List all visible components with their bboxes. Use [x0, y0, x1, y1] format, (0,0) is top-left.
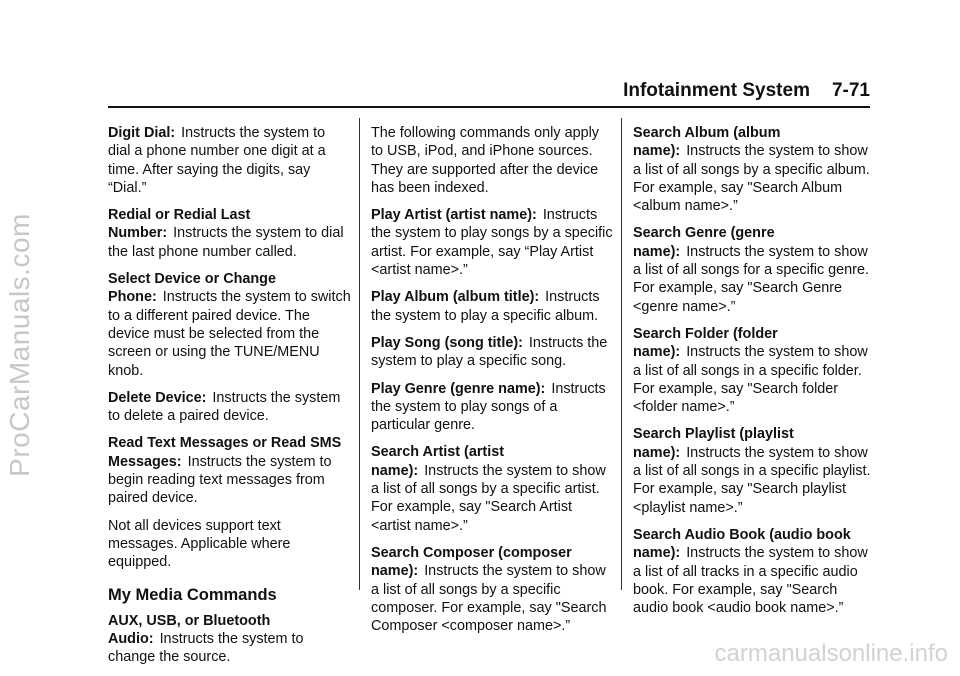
watermark-footer: carmanualsonline.info [714, 640, 948, 667]
command-description: Instructs the system to play a specific album. [371, 289, 600, 324]
command-term: Search Composer (composer name): [371, 544, 572, 580]
command-entry [633, 526, 876, 617]
command-entry [108, 612, 351, 667]
section-heading: My Media Commands [108, 585, 277, 604]
command-entry [108, 270, 351, 380]
column-divider [359, 118, 360, 590]
command-term: Play Album (album title): [371, 289, 540, 306]
command-description: Instructs the system to play songs of a particular genre. [371, 380, 606, 434]
command-description: Instructs the system to dial the last phone number called. [108, 225, 344, 260]
command-term: Read Text Messages or Read SMS Messages: [108, 435, 342, 470]
command-description: Instructs the system to dial a phone number one digit at a time. After saying the digits, say “Dial.” [108, 125, 326, 196]
header-title [623, 80, 870, 102]
command-term: Delete Device: [108, 389, 207, 406]
command-entry [633, 425, 876, 516]
command-description: Instructs the system to show a list of all songs for a specific genre. For example, say "Search Genre <genre name>.” [633, 243, 869, 315]
command-description: Instructs the system to delete a paired device. [108, 389, 341, 425]
section-title: Infotainment System [623, 80, 810, 101]
command-entry [371, 206, 614, 279]
command-description: Instructs the system to show a list of all tracks in a specific audio book. For example, say "Search audio book <audio book name>.” [633, 545, 868, 617]
command-term: Select Device or Change Phone: [108, 271, 276, 306]
command-entry [108, 124, 351, 197]
command-term: Redial or Redial Last Number: [108, 207, 251, 242]
watermark-vertical-text: ProCarManuals.com [4, 213, 35, 477]
command-term: Play Genre (genre name): [371, 380, 546, 397]
command-entry [371, 544, 614, 635]
command-description: Instructs the system to show a list of all songs by a specific album. For example, say "Search Album <album name>.” [633, 143, 870, 215]
column-1 [108, 124, 351, 676]
command-term: Digit Dial: [108, 125, 176, 141]
command-entry [371, 380, 614, 435]
watermark-vertical [0, 110, 40, 580]
command-description: Instructs the system to switch to a different paired device. The device must be selected from the screen or using the TUNE/MENU knob. [108, 289, 351, 379]
command-entry [108, 434, 351, 507]
command-term: Search Genre (genre name): [633, 225, 775, 260]
command-term: Search Album (album name): [633, 125, 781, 160]
command-term: Play Artist (artist name): [371, 207, 537, 224]
command-term: Search Folder (folder name): [633, 325, 778, 361]
command-entry [108, 389, 351, 426]
command-description: Instructs the system to show a list of all songs in a specific folder. For example, say "Search folder <folder name>.” [633, 344, 868, 416]
intro-paragraph: The following commands only apply to USB, iPod, and iPhone sources. They are supported after the device has been indexed. [371, 125, 599, 196]
column-2 [371, 124, 614, 644]
command-description: Instructs the system to show a list of all songs by a specific artist. For example, say "Search Artist <artist name>.” [371, 462, 606, 534]
command-entry [633, 224, 876, 315]
column-divider [621, 118, 622, 590]
command-term: AUX, USB, or Bluetooth Audio: [108, 612, 271, 648]
command-term: Play Song (song title): [371, 334, 523, 351]
command-description: Instructs the system to play songs by a specific artist. For example, say “Play Artist <artist name>.” [371, 207, 613, 279]
command-term: Search Artist (artist name): [371, 444, 505, 479]
command-entry [371, 288, 614, 325]
command-entry [371, 334, 614, 371]
page-number: 7-71 [831, 80, 870, 101]
command-entry [633, 124, 876, 215]
command-entry [633, 325, 876, 416]
command-description: Instructs the system to begin reading text messages from paired device. [108, 453, 332, 507]
command-description: Instructs the system to show a list of all songs in a specific playlist. For example, say "Search playlist <playlist name>.” [633, 444, 871, 516]
command-description: Instructs the system to play a specific song. [371, 334, 608, 370]
command-description: Instructs the system to change the source. [108, 631, 304, 666]
column-3 [633, 124, 876, 626]
command-term: Search Audio Book (audio book name): [633, 526, 851, 562]
command-entry [108, 206, 351, 261]
page-header [108, 80, 870, 108]
note-paragraph: Not all devices support text messages. Applicable where equipped. [108, 517, 291, 571]
command-term: Search Playlist (playlist name): [633, 426, 794, 461]
command-entry [371, 443, 614, 534]
command-description: Instructs the system to show a list of all songs by a specific composer. For example, say "Search Composer <composer name>.” [371, 563, 607, 635]
